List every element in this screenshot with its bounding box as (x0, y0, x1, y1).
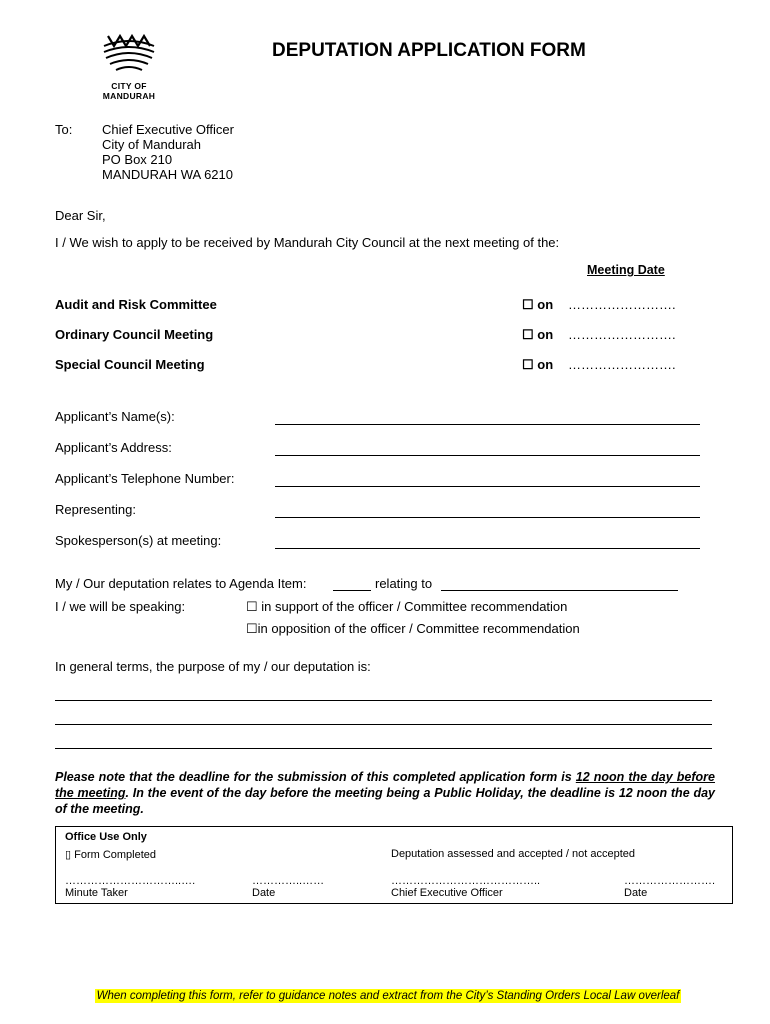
footer-text: When completing this form, refer to guidance notes and extract from the City’s Standing Orders Local Law overleaf (96, 990, 680, 1002)
footer-note (58, 986, 718, 1004)
spokesperson-field[interactable] (275, 548, 700, 549)
form-completed-checkbox[interactable]: ▯ Form Completed (65, 849, 157, 861)
address-line: PO Box 210 (102, 152, 173, 167)
office-use-title: Office Use Only (65, 831, 147, 843)
assessed-text: Deputation assessed and accepted / not accepted (391, 848, 636, 860)
address-line: City of Mandurah (102, 137, 201, 152)
address-line: Chief Executive Officer (102, 122, 234, 137)
speaking-support-option[interactable]: ☐ in support of the officer / Committee recommendation (246, 599, 568, 614)
speaking-label: I / we will be speaking: (55, 599, 186, 614)
applicant-address-label: Applicant’s Address: (55, 440, 172, 455)
address-line: MANDURAH WA 6210 (102, 167, 233, 182)
meeting-name: Special Council Meeting (55, 357, 205, 372)
logo-line2: MANDURAH (102, 91, 156, 101)
minute-taker-field[interactable]: …………………………..…. (65, 875, 196, 887)
salutation: Dear Sir, (55, 208, 106, 223)
minute-taker-label: Minute Taker (65, 887, 128, 899)
purpose-line[interactable] (55, 700, 712, 701)
meeting-name: Audit and Risk Committee (55, 297, 217, 312)
purpose-label: In general terms, the purpose of my / our deputation is: (55, 659, 371, 674)
note-part2: . In the event of the day before the meeting being a Public Holiday, the deadline is 12 noon the day of the meeting. (55, 786, 715, 816)
agenda-relating-field[interactable] (441, 590, 678, 591)
meeting-checkbox[interactable]: ☐ on (522, 327, 554, 342)
meeting-name: Ordinary Council Meeting (55, 327, 214, 342)
ceo-field[interactable]: ………………………………….. (391, 875, 541, 887)
ceo-label: Chief Executive Officer (391, 887, 503, 899)
applicant-name-label: Applicant’s Name(s): (55, 409, 175, 424)
intro-text: I / We wish to apply to be received by Mandurah City Council at the next meeting of the: (55, 235, 560, 250)
applicant-phone-field[interactable] (275, 486, 700, 487)
meeting-date-field[interactable]: ……………………. (568, 357, 676, 372)
deadline-note (55, 769, 715, 817)
applicant-name-field[interactable] (275, 424, 700, 425)
meeting-date-field[interactable]: ……………………. (568, 297, 676, 312)
to-label: To: (55, 122, 73, 137)
city-logo (100, 32, 158, 101)
date-label-2: Date (624, 887, 648, 899)
applicant-phone-label: Applicant’s Telephone Number: (55, 471, 235, 486)
note-underlined: 12 noon the day before the meeting (55, 770, 715, 800)
spokesperson-label: Spokesperson(s) at meeting: (55, 533, 222, 548)
applicant-address-field[interactable] (275, 455, 700, 456)
city-logo-icon (100, 32, 158, 72)
date-field-1[interactable]: …………..…… (252, 875, 325, 887)
form-title: DEPUTATION APPLICATION FORM (272, 40, 586, 61)
representing-label: Representing: (55, 502, 136, 517)
meeting-date-header: Meeting Date (587, 263, 665, 277)
representing-field[interactable] (275, 517, 700, 518)
logo-line1: CITY OF (111, 81, 147, 91)
meeting-checkbox[interactable]: ☐ on (522, 357, 554, 372)
purpose-line[interactable] (55, 748, 712, 749)
date-field-2[interactable]: ……………………. (624, 875, 716, 887)
note-part1: Please note that the deadline for the submission of this completed application form is (55, 770, 576, 784)
speaking-opposition-option[interactable]: ☐in opposition of the officer / Committee recommendation (246, 621, 580, 636)
office-use-box (55, 826, 733, 904)
meeting-checkbox[interactable]: ☐ on (522, 297, 554, 312)
agenda-item-field[interactable] (333, 590, 371, 591)
agenda-relating: relating to (375, 576, 433, 591)
meeting-date-field[interactable]: ……………………. (568, 327, 676, 342)
agenda-prefix: My / Our deputation relates to Agenda Item: (55, 576, 307, 591)
purpose-line[interactable] (55, 724, 712, 725)
date-label-1: Date (252, 887, 276, 899)
